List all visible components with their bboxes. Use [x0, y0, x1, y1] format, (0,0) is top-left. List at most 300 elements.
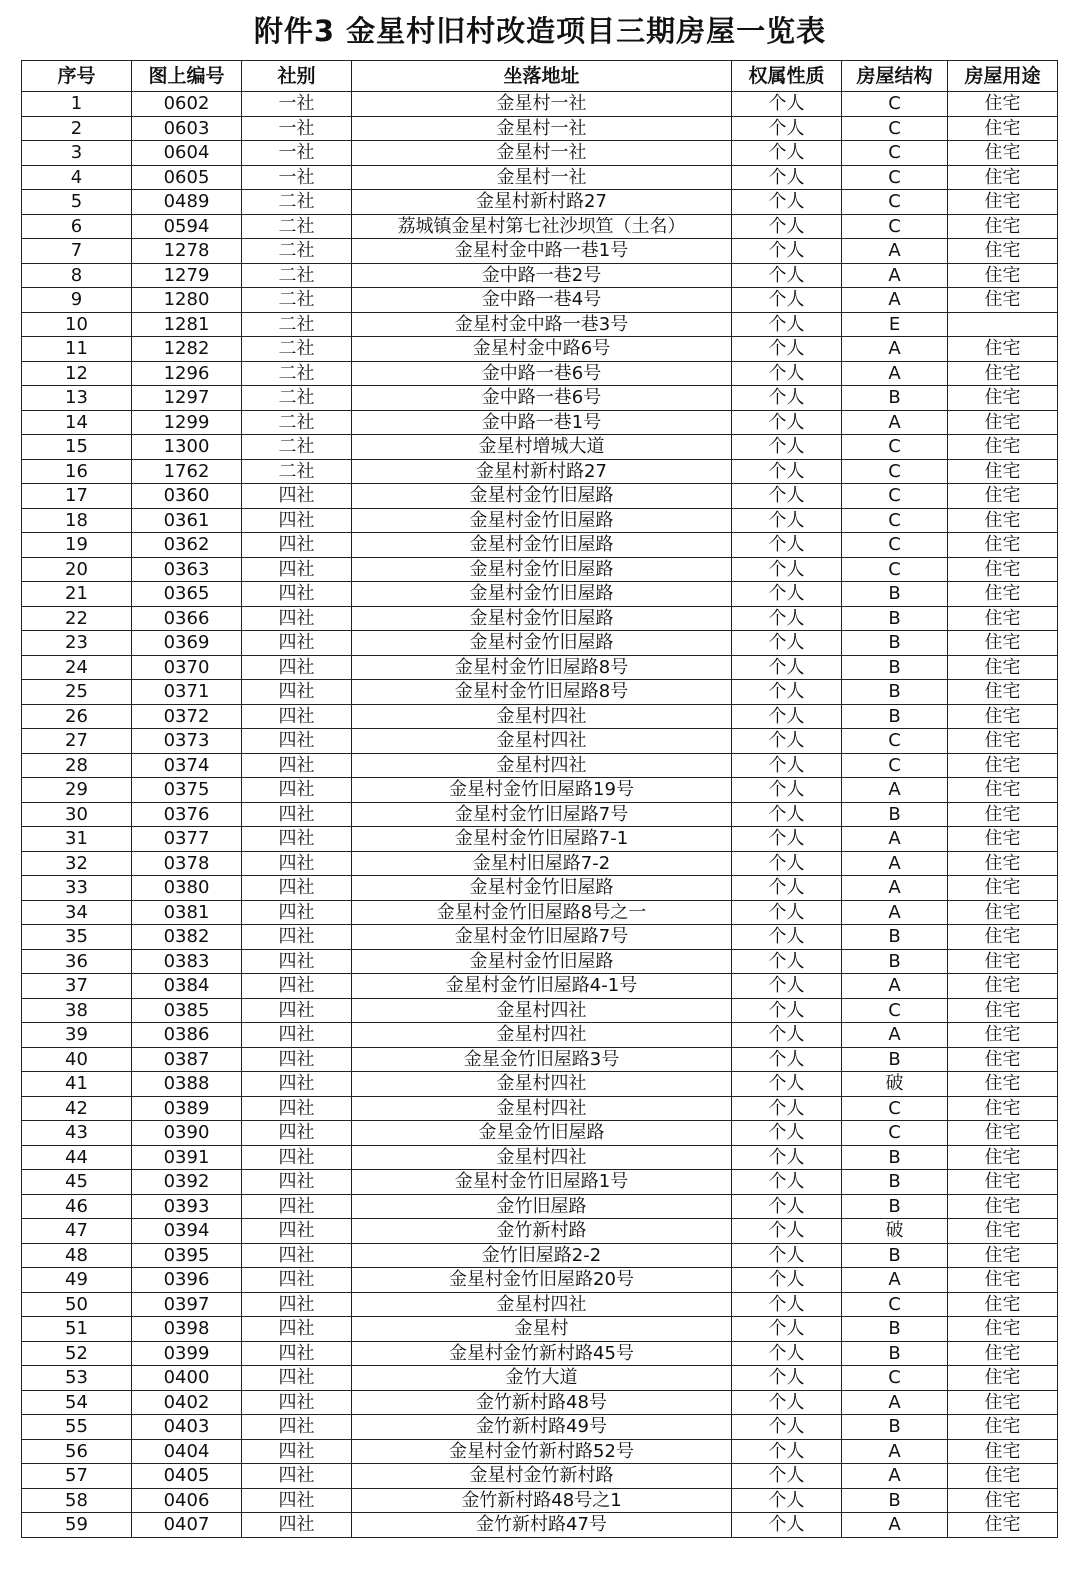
- cell-usage: 住宅: [948, 582, 1058, 607]
- cell-ownership: 个人: [732, 974, 842, 999]
- cell-ownership: 个人: [732, 1268, 842, 1293]
- cell-structure: C: [842, 190, 948, 215]
- cell-address: 金中路一巷6号: [352, 361, 732, 386]
- cell-address: 金星村四社: [352, 1023, 732, 1048]
- cell-serial: 50: [22, 1292, 132, 1317]
- cell-usage: 住宅: [948, 1219, 1058, 1244]
- cell-usage: 住宅: [948, 1096, 1058, 1121]
- cell-address: 金星村一社: [352, 165, 732, 190]
- cell-map-number: 1279: [132, 263, 242, 288]
- table-row: [22, 1268, 1058, 1293]
- cell-address: 金竹新村路49号: [352, 1415, 732, 1440]
- cell-serial: 48: [22, 1243, 132, 1268]
- cell-map-number: 1278: [132, 239, 242, 264]
- cell-community: 四社: [242, 851, 352, 876]
- cell-structure: 破: [842, 1072, 948, 1097]
- cell-usage: 住宅: [948, 1439, 1058, 1464]
- cell-address: 金星村金中路6号: [352, 337, 732, 362]
- cell-usage: 住宅: [948, 459, 1058, 484]
- cell-address: 金中路一巷1号: [352, 410, 732, 435]
- cell-ownership: 个人: [732, 827, 842, 852]
- cell-serial: 51: [22, 1317, 132, 1342]
- cell-community: 四社: [242, 1464, 352, 1489]
- cell-serial: 45: [22, 1170, 132, 1195]
- table-row: [22, 1023, 1058, 1048]
- table-row: [22, 1243, 1058, 1268]
- document-title: 附件3 金星村旧村改造项目三期房屋一览表: [253, 14, 827, 48]
- cell-structure: A: [842, 1513, 948, 1538]
- cell-structure: B: [842, 606, 948, 631]
- cell-structure: A: [842, 361, 948, 386]
- cell-address: 金星村金竹旧屋路: [352, 949, 732, 974]
- cell-serial: 13: [22, 386, 132, 411]
- cell-address: 金星村金竹旧屋路20号: [352, 1268, 732, 1293]
- cell-structure: B: [842, 631, 948, 656]
- cell-map-number: 0400: [132, 1366, 242, 1391]
- cell-community: 四社: [242, 1439, 352, 1464]
- cell-serial: 3: [22, 141, 132, 166]
- table-row: [22, 239, 1058, 264]
- cell-address: 金竹旧屋路: [352, 1194, 732, 1219]
- header-map-number: 图上编号: [132, 61, 242, 92]
- cell-address: 金中路一巷6号: [352, 386, 732, 411]
- cell-structure: C: [842, 1121, 948, 1146]
- table-row: [22, 435, 1058, 460]
- cell-map-number: 0366: [132, 606, 242, 631]
- cell-ownership: 个人: [732, 116, 842, 141]
- cell-structure: C: [842, 484, 948, 509]
- cell-map-number: 0378: [132, 851, 242, 876]
- cell-serial: 19: [22, 533, 132, 558]
- cell-map-number: 0403: [132, 1415, 242, 1440]
- header-ownership: 权属性质: [732, 61, 842, 92]
- cell-map-number: 0373: [132, 729, 242, 754]
- cell-community: 四社: [242, 631, 352, 656]
- cell-serial: 11: [22, 337, 132, 362]
- table-body: [22, 92, 1058, 1538]
- cell-ownership: 个人: [732, 435, 842, 460]
- cell-map-number: 0381: [132, 900, 242, 925]
- cell-community: 四社: [242, 778, 352, 803]
- cell-structure: A: [842, 1023, 948, 1048]
- cell-usage: 住宅: [948, 1145, 1058, 1170]
- cell-usage: 住宅: [948, 1341, 1058, 1366]
- cell-ownership: 个人: [732, 288, 842, 313]
- cell-community: 四社: [242, 1243, 352, 1268]
- cell-serial: 41: [22, 1072, 132, 1097]
- cell-structure: A: [842, 410, 948, 435]
- cell-usage: 住宅: [948, 655, 1058, 680]
- cell-community: 二社: [242, 312, 352, 337]
- cell-map-number: 1296: [132, 361, 242, 386]
- cell-structure: A: [842, 337, 948, 362]
- cell-ownership: 个人: [732, 851, 842, 876]
- cell-address: 金星村四社: [352, 729, 732, 754]
- table-row: [22, 680, 1058, 705]
- cell-structure: B: [842, 1170, 948, 1195]
- cell-community: 二社: [242, 386, 352, 411]
- cell-ownership: 个人: [732, 631, 842, 656]
- table-row: [22, 606, 1058, 631]
- cell-community: 四社: [242, 1292, 352, 1317]
- cell-structure: B: [842, 582, 948, 607]
- cell-community: 二社: [242, 459, 352, 484]
- cell-ownership: 个人: [732, 606, 842, 631]
- cell-community: 四社: [242, 1047, 352, 1072]
- cell-address: 金星村四社: [352, 704, 732, 729]
- cell-map-number: 0394: [132, 1219, 242, 1244]
- cell-map-number: 0392: [132, 1170, 242, 1195]
- cell-structure: E: [842, 312, 948, 337]
- cell-ownership: 个人: [732, 1415, 842, 1440]
- cell-serial: 37: [22, 974, 132, 999]
- cell-ownership: 个人: [732, 214, 842, 239]
- cell-serial: 21: [22, 582, 132, 607]
- cell-map-number: 0375: [132, 778, 242, 803]
- cell-community: 二社: [242, 239, 352, 264]
- cell-address: 金星村金竹旧屋路4-1号: [352, 974, 732, 999]
- table-row: [22, 949, 1058, 974]
- cell-usage: 住宅: [948, 900, 1058, 925]
- cell-ownership: 个人: [732, 459, 842, 484]
- cell-map-number: 0382: [132, 925, 242, 950]
- cell-community: 二社: [242, 435, 352, 460]
- cell-structure: C: [842, 1096, 948, 1121]
- cell-structure: A: [842, 974, 948, 999]
- cell-usage: 住宅: [948, 1488, 1058, 1513]
- cell-structure: C: [842, 92, 948, 117]
- cell-community: 二社: [242, 410, 352, 435]
- cell-address: 金星村金竹旧屋路7-1: [352, 827, 732, 852]
- cell-address: 金星村金中路一巷3号: [352, 312, 732, 337]
- cell-map-number: 0365: [132, 582, 242, 607]
- cell-community: 一社: [242, 165, 352, 190]
- cell-address: 金竹新村路: [352, 1219, 732, 1244]
- cell-address: 金星村四社: [352, 1096, 732, 1121]
- cell-community: 四社: [242, 606, 352, 631]
- cell-address: 金星村金竹旧屋路: [352, 606, 732, 631]
- cell-usage: 住宅: [948, 141, 1058, 166]
- cell-structure: C: [842, 214, 948, 239]
- cell-serial: 52: [22, 1341, 132, 1366]
- cell-address: 金竹旧屋路2-2: [352, 1243, 732, 1268]
- cell-address: 金星村金竹旧屋路: [352, 557, 732, 582]
- cell-serial: 8: [22, 263, 132, 288]
- cell-ownership: 个人: [732, 729, 842, 754]
- cell-community: 二社: [242, 263, 352, 288]
- cell-map-number: 0605: [132, 165, 242, 190]
- table-row: [22, 729, 1058, 754]
- cell-ownership: 个人: [732, 1464, 842, 1489]
- cell-address: 荔城镇金星村第七社沙坝笪（土名）: [352, 214, 732, 239]
- cell-community: 四社: [242, 876, 352, 901]
- cell-ownership: 个人: [732, 557, 842, 582]
- cell-map-number: 0603: [132, 116, 242, 141]
- cell-usage: 住宅: [948, 337, 1058, 362]
- table-row: [22, 533, 1058, 558]
- table-row: [22, 386, 1058, 411]
- cell-community: 四社: [242, 1268, 352, 1293]
- cell-serial: 20: [22, 557, 132, 582]
- table-row: [22, 557, 1058, 582]
- cell-map-number: 0369: [132, 631, 242, 656]
- cell-map-number: 0380: [132, 876, 242, 901]
- cell-usage: 住宅: [948, 557, 1058, 582]
- cell-ownership: 个人: [732, 190, 842, 215]
- cell-structure: A: [842, 239, 948, 264]
- cell-community: 四社: [242, 1096, 352, 1121]
- table-row: [22, 1096, 1058, 1121]
- cell-community: 四社: [242, 925, 352, 950]
- cell-address: 金星村四社: [352, 753, 732, 778]
- table-row: [22, 214, 1058, 239]
- cell-serial: 59: [22, 1513, 132, 1538]
- cell-ownership: 个人: [732, 533, 842, 558]
- cell-community: 四社: [242, 827, 352, 852]
- table-row: [22, 459, 1058, 484]
- cell-community: 二社: [242, 361, 352, 386]
- cell-structure: B: [842, 1145, 948, 1170]
- table-row: [22, 165, 1058, 190]
- cell-map-number: 0371: [132, 680, 242, 705]
- table-row: [22, 1072, 1058, 1097]
- cell-serial: 29: [22, 778, 132, 803]
- header-serial: 序号: [22, 61, 132, 92]
- cell-address: 金星村新村路27: [352, 459, 732, 484]
- table-row: [22, 337, 1058, 362]
- cell-ownership: 个人: [732, 1121, 842, 1146]
- cell-ownership: 个人: [732, 900, 842, 925]
- cell-address: 金中路一巷4号: [352, 288, 732, 313]
- cell-community: 四社: [242, 753, 352, 778]
- cell-usage: 住宅: [948, 288, 1058, 313]
- cell-ownership: 个人: [732, 312, 842, 337]
- cell-structure: A: [842, 851, 948, 876]
- cell-map-number: 0406: [132, 1488, 242, 1513]
- cell-address: 金星村金竹旧屋路: [352, 484, 732, 509]
- cell-map-number: 0405: [132, 1464, 242, 1489]
- cell-community: 四社: [242, 1072, 352, 1097]
- cell-serial: 38: [22, 998, 132, 1023]
- cell-address: 金星村金竹旧屋路7号: [352, 802, 732, 827]
- cell-map-number: 1299: [132, 410, 242, 435]
- table-row: [22, 1366, 1058, 1391]
- cell-usage: 住宅: [948, 1317, 1058, 1342]
- cell-structure: A: [842, 1390, 948, 1415]
- cell-address: 金星村金竹新村路45号: [352, 1341, 732, 1366]
- table-row: [22, 925, 1058, 950]
- cell-ownership: 个人: [732, 484, 842, 509]
- table-row: [22, 1219, 1058, 1244]
- cell-structure: A: [842, 1439, 948, 1464]
- cell-structure: A: [842, 1464, 948, 1489]
- cell-community: 二社: [242, 288, 352, 313]
- cell-community: 四社: [242, 1366, 352, 1391]
- cell-ownership: 个人: [732, 1341, 842, 1366]
- table-row: [22, 631, 1058, 656]
- cell-serial: 43: [22, 1121, 132, 1146]
- cell-community: 四社: [242, 484, 352, 509]
- cell-address: 金星村增城大道: [352, 435, 732, 460]
- cell-serial: 33: [22, 876, 132, 901]
- cell-community: 四社: [242, 1194, 352, 1219]
- cell-address: 金星村: [352, 1317, 732, 1342]
- cell-community: 四社: [242, 1145, 352, 1170]
- cell-serial: 44: [22, 1145, 132, 1170]
- cell-ownership: 个人: [732, 998, 842, 1023]
- cell-map-number: 0388: [132, 1072, 242, 1097]
- cell-community: 四社: [242, 949, 352, 974]
- cell-serial: 34: [22, 900, 132, 925]
- cell-serial: 9: [22, 288, 132, 313]
- cell-serial: 2: [22, 116, 132, 141]
- cell-address: 金竹新村路47号: [352, 1513, 732, 1538]
- table-row: [22, 1513, 1058, 1538]
- table-row: [22, 92, 1058, 117]
- cell-serial: 58: [22, 1488, 132, 1513]
- table-row: [22, 1488, 1058, 1513]
- cell-community: 一社: [242, 141, 352, 166]
- cell-serial: 25: [22, 680, 132, 705]
- table-row: [22, 361, 1058, 386]
- cell-serial: 27: [22, 729, 132, 754]
- cell-structure: B: [842, 1341, 948, 1366]
- table-row: [22, 1317, 1058, 1342]
- cell-map-number: 0395: [132, 1243, 242, 1268]
- cell-serial: 35: [22, 925, 132, 950]
- cell-structure: B: [842, 1415, 948, 1440]
- cell-address: 金星村四社: [352, 1072, 732, 1097]
- cell-address: 金星村金竹旧屋路1号: [352, 1170, 732, 1195]
- cell-structure: B: [842, 680, 948, 705]
- cell-usage: 住宅: [948, 827, 1058, 852]
- cell-ownership: 个人: [732, 925, 842, 950]
- cell-serial: 6: [22, 214, 132, 239]
- cell-ownership: 个人: [732, 582, 842, 607]
- cell-community: 四社: [242, 508, 352, 533]
- cell-map-number: 0396: [132, 1268, 242, 1293]
- cell-address: 金星村一社: [352, 141, 732, 166]
- table-row: [22, 116, 1058, 141]
- header-structure: 房屋结构: [842, 61, 948, 92]
- cell-address: 金星村金竹旧屋路7号: [352, 925, 732, 950]
- cell-usage: [948, 312, 1058, 337]
- cell-structure: C: [842, 1292, 948, 1317]
- cell-community: 四社: [242, 655, 352, 680]
- cell-structure: B: [842, 925, 948, 950]
- cell-community: 二社: [242, 214, 352, 239]
- cell-serial: 36: [22, 949, 132, 974]
- table-row: [22, 410, 1058, 435]
- cell-community: 四社: [242, 704, 352, 729]
- cell-structure: B: [842, 1243, 948, 1268]
- cell-usage: 住宅: [948, 631, 1058, 656]
- cell-map-number: 0399: [132, 1341, 242, 1366]
- cell-usage: 住宅: [948, 998, 1058, 1023]
- table-row: [22, 753, 1058, 778]
- cell-usage: 住宅: [948, 851, 1058, 876]
- cell-serial: 57: [22, 1464, 132, 1489]
- table-row: [22, 141, 1058, 166]
- cell-community: 四社: [242, 1121, 352, 1146]
- table-row: [22, 263, 1058, 288]
- cell-usage: 住宅: [948, 508, 1058, 533]
- cell-usage: 住宅: [948, 1513, 1058, 1538]
- cell-usage: 住宅: [948, 778, 1058, 803]
- table-row: [22, 1292, 1058, 1317]
- cell-structure: C: [842, 435, 948, 460]
- cell-structure: C: [842, 508, 948, 533]
- cell-structure: C: [842, 998, 948, 1023]
- cell-structure: C: [842, 753, 948, 778]
- table-row: [22, 998, 1058, 1023]
- cell-serial: 18: [22, 508, 132, 533]
- cell-community: 二社: [242, 337, 352, 362]
- cell-community: 二社: [242, 190, 352, 215]
- cell-map-number: 1280: [132, 288, 242, 313]
- cell-map-number: 0377: [132, 827, 242, 852]
- cell-structure: C: [842, 165, 948, 190]
- cell-usage: 住宅: [948, 876, 1058, 901]
- header-community: 社别: [242, 61, 352, 92]
- cell-serial: 49: [22, 1268, 132, 1293]
- cell-community: 四社: [242, 1513, 352, 1538]
- cell-usage: 住宅: [948, 606, 1058, 631]
- cell-serial: 53: [22, 1366, 132, 1391]
- table-row: [22, 1170, 1058, 1195]
- cell-usage: 住宅: [948, 1047, 1058, 1072]
- cell-usage: 住宅: [948, 802, 1058, 827]
- cell-structure: B: [842, 704, 948, 729]
- cell-serial: 31: [22, 827, 132, 852]
- cell-address: 金星村金竹旧屋路8号之一: [352, 900, 732, 925]
- cell-community: 四社: [242, 1023, 352, 1048]
- cell-ownership: 个人: [732, 337, 842, 362]
- header-address: 坐落地址: [352, 61, 732, 92]
- cell-usage: 住宅: [948, 729, 1058, 754]
- cell-address: 金星村金竹旧屋路8号: [352, 680, 732, 705]
- cell-community: 四社: [242, 680, 352, 705]
- cell-ownership: 个人: [732, 802, 842, 827]
- cell-serial: 30: [22, 802, 132, 827]
- cell-community: 四社: [242, 1341, 352, 1366]
- cell-map-number: 1297: [132, 386, 242, 411]
- cell-ownership: 个人: [732, 1390, 842, 1415]
- table-row: [22, 484, 1058, 509]
- cell-community: 四社: [242, 1317, 352, 1342]
- cell-address: 金星村金竹旧屋路: [352, 508, 732, 533]
- cell-ownership: 个人: [732, 949, 842, 974]
- cell-usage: 住宅: [948, 263, 1058, 288]
- cell-structure: B: [842, 802, 948, 827]
- cell-map-number: 0372: [132, 704, 242, 729]
- cell-address: 金星村新村路27: [352, 190, 732, 215]
- cell-structure: B: [842, 386, 948, 411]
- table-row: [22, 1439, 1058, 1464]
- cell-map-number: 0385: [132, 998, 242, 1023]
- cell-usage: 住宅: [948, 1268, 1058, 1293]
- cell-structure: C: [842, 533, 948, 558]
- cell-ownership: 个人: [732, 361, 842, 386]
- cell-map-number: 0362: [132, 533, 242, 558]
- cell-community: 四社: [242, 802, 352, 827]
- table-row: [22, 802, 1058, 827]
- cell-map-number: 0404: [132, 1439, 242, 1464]
- cell-serial: 22: [22, 606, 132, 631]
- cell-community: 四社: [242, 1170, 352, 1195]
- cell-ownership: 个人: [732, 92, 842, 117]
- cell-ownership: 个人: [732, 1488, 842, 1513]
